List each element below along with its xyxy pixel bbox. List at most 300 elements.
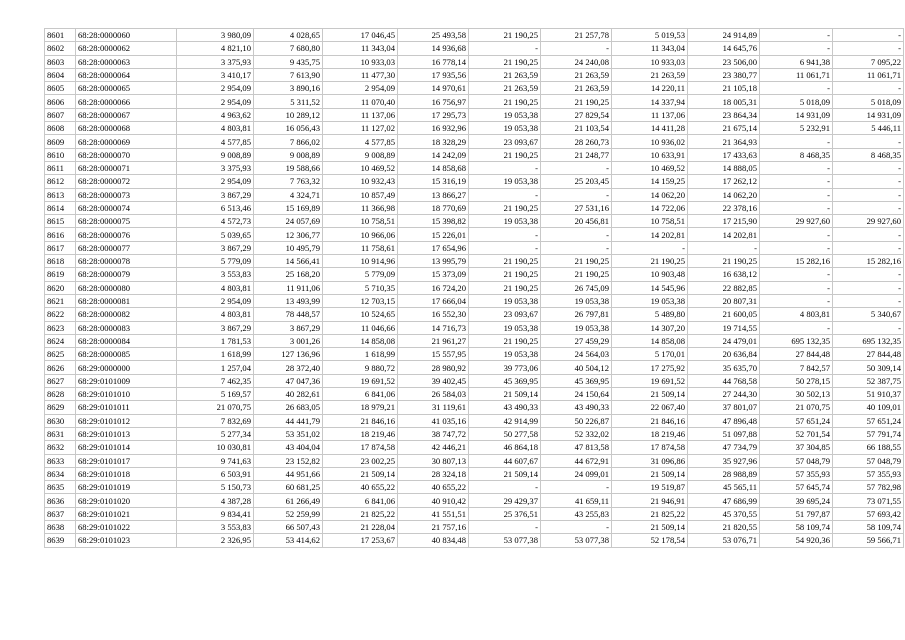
cell-value-4: 28 324,18 xyxy=(398,467,469,480)
table-row xyxy=(45,454,904,467)
cell-value-5: 19 053,38 xyxy=(469,215,541,228)
cell-value-8: 21 600,05 xyxy=(688,308,760,321)
cell-value-8: 20 636,84 xyxy=(688,348,760,361)
cell-value-2: 14 566,41 xyxy=(254,255,323,268)
cell-row-number: 8636 xyxy=(45,494,76,507)
cell-value-5: - xyxy=(469,481,541,494)
cell-value-2: 3 001,26 xyxy=(254,334,323,347)
cell-value-4: 17 295,73 xyxy=(398,108,469,121)
cell-value-9: - xyxy=(760,294,833,307)
cell-row-number: 8621 xyxy=(45,294,76,307)
cell-value-7: 22 067,40 xyxy=(612,401,688,414)
cell-value-3: 23 002,25 xyxy=(323,454,398,467)
cell-value-7: 21 509,14 xyxy=(612,388,688,401)
table-row xyxy=(45,348,904,361)
cell-value-2: 60 681,25 xyxy=(254,481,323,494)
cell-value-10: - xyxy=(833,228,904,241)
cell-value-5: 21 190,25 xyxy=(469,281,541,294)
cell-value-8: 45 370,55 xyxy=(688,507,760,520)
cell-cadastral-code: 68:28:0000068 xyxy=(76,122,177,135)
table-row xyxy=(45,441,904,454)
cell-value-1: 6 503,91 xyxy=(177,467,254,480)
cell-value-9: 39 695,24 xyxy=(760,494,833,507)
cell-value-4: 16 932,96 xyxy=(398,122,469,135)
table-row xyxy=(45,135,904,148)
cell-value-9: 4 803,81 xyxy=(760,308,833,321)
cell-value-10: - xyxy=(833,321,904,334)
cell-value-4: 14 970,61 xyxy=(398,82,469,95)
cell-value-6: 53 077,38 xyxy=(541,534,612,547)
cell-value-10: 57 782,98 xyxy=(833,481,904,494)
cell-value-5: 19 053,38 xyxy=(469,348,541,361)
cell-value-9: 29 927,60 xyxy=(760,215,833,228)
cell-value-4: 40 834,48 xyxy=(398,534,469,547)
cell-value-9: 57 355,93 xyxy=(760,467,833,480)
cell-cadastral-code: 68:28:0000063 xyxy=(76,55,177,68)
cell-value-5: 19 053,38 xyxy=(469,108,541,121)
cell-value-8: 51 097,88 xyxy=(688,427,760,440)
cell-value-2: 5 311,52 xyxy=(254,95,323,108)
cell-row-number: 8631 xyxy=(45,427,76,440)
cell-value-10: - xyxy=(833,175,904,188)
cell-value-5: 53 077,38 xyxy=(469,534,541,547)
table-row xyxy=(45,281,904,294)
cell-value-2: 127 136,96 xyxy=(254,348,323,361)
cell-value-7: 5 019,53 xyxy=(612,29,688,42)
cell-row-number: 8610 xyxy=(45,148,76,161)
cell-value-4: 14 716,73 xyxy=(398,321,469,334)
cell-value-4: 14 936,68 xyxy=(398,42,469,55)
cell-value-7: 11 137,06 xyxy=(612,108,688,121)
cell-value-8: 47 734,79 xyxy=(688,441,760,454)
cell-value-4: 25 493,58 xyxy=(398,29,469,42)
cell-value-3: 11 137,06 xyxy=(323,108,398,121)
table-row xyxy=(45,308,904,321)
cell-value-1: 4 803,81 xyxy=(177,281,254,294)
cell-value-8: 17 433,63 xyxy=(688,148,760,161)
cell-row-number: 8613 xyxy=(45,188,76,201)
cell-value-1: 5 779,09 xyxy=(177,255,254,268)
cell-value-3: 18 979,21 xyxy=(323,401,398,414)
table-row xyxy=(45,108,904,121)
cell-value-2: 16 056,43 xyxy=(254,122,323,135)
cell-value-1: 5 039,65 xyxy=(177,228,254,241)
cell-value-6: 19 053,38 xyxy=(541,321,612,334)
cell-value-7: 19 053,38 xyxy=(612,294,688,307)
cell-value-4: 16 552,30 xyxy=(398,308,469,321)
cell-value-5: 19 053,38 xyxy=(469,294,541,307)
cell-value-9: - xyxy=(760,42,833,55)
cell-value-7: 21 509,14 xyxy=(612,520,688,533)
cell-value-2: 9 008,89 xyxy=(254,148,323,161)
cell-value-10: - xyxy=(833,135,904,148)
cell-value-3: 18 219,46 xyxy=(323,427,398,440)
cell-value-3: 10 469,52 xyxy=(323,161,398,174)
cell-value-3: 2 954,09 xyxy=(323,82,398,95)
cell-value-10: 57 791,74 xyxy=(833,427,904,440)
cell-value-3: 19 691,52 xyxy=(323,374,398,387)
cell-value-10: - xyxy=(833,268,904,281)
cell-value-4: 21 757,16 xyxy=(398,520,469,533)
cell-value-1: 4 577,85 xyxy=(177,135,254,148)
cell-value-10: 7 095,22 xyxy=(833,55,904,68)
cell-value-1: 4 963,62 xyxy=(177,108,254,121)
table-row xyxy=(45,334,904,347)
cell-value-1: 3 980,09 xyxy=(177,29,254,42)
cell-value-2: 7 613,90 xyxy=(254,68,323,81)
cell-row-number: 8632 xyxy=(45,441,76,454)
cell-value-3: 10 758,51 xyxy=(323,215,398,228)
cell-value-2: 44 951,66 xyxy=(254,467,323,480)
table-row xyxy=(45,481,904,494)
cell-value-4: 31 119,61 xyxy=(398,401,469,414)
cell-value-6: 21 263,59 xyxy=(541,68,612,81)
cell-cadastral-code: 68:28:0000080 xyxy=(76,281,177,294)
cell-row-number: 8626 xyxy=(45,361,76,374)
cell-value-10: 58 109,74 xyxy=(833,520,904,533)
cell-value-3: 10 914,96 xyxy=(323,255,398,268)
cell-value-2: 15 169,89 xyxy=(254,201,323,214)
cell-row-number: 8601 xyxy=(45,29,76,42)
table-row xyxy=(45,414,904,427)
cell-value-8: - xyxy=(688,241,760,254)
cell-value-7: 14 202,81 xyxy=(612,228,688,241)
cell-value-6: 24 564,03 xyxy=(541,348,612,361)
cell-value-4: 17 935,56 xyxy=(398,68,469,81)
cell-value-5: 25 376,51 xyxy=(469,507,541,520)
cell-value-8: 20 807,31 xyxy=(688,294,760,307)
cell-value-4: 28 980,92 xyxy=(398,361,469,374)
cell-value-4: 18 328,29 xyxy=(398,135,469,148)
cell-value-4: 41 035,16 xyxy=(398,414,469,427)
cell-value-5: 44 607,67 xyxy=(469,454,541,467)
cell-value-5: 43 490,33 xyxy=(469,401,541,414)
cell-value-3: 21 509,14 xyxy=(323,467,398,480)
cell-value-7: 14 545,96 xyxy=(612,281,688,294)
cell-value-10: 29 927,60 xyxy=(833,215,904,228)
cell-value-3: 14 858,08 xyxy=(323,334,398,347)
cell-value-1: 3 867,29 xyxy=(177,188,254,201)
cell-value-8: 14 645,76 xyxy=(688,42,760,55)
cell-value-7: 19 691,52 xyxy=(612,374,688,387)
cell-value-7: 14 062,20 xyxy=(612,188,688,201)
cell-value-1: 3 867,29 xyxy=(177,241,254,254)
cell-value-4: 15 316,19 xyxy=(398,175,469,188)
cell-value-8: 19 714,55 xyxy=(688,321,760,334)
cell-value-5: 21 263,59 xyxy=(469,82,541,95)
cell-cadastral-code: 68:28:0000078 xyxy=(76,255,177,268)
cell-value-5: - xyxy=(469,520,541,533)
cell-value-5: 23 093,67 xyxy=(469,308,541,321)
cell-value-2: 53 414,62 xyxy=(254,534,323,547)
cell-value-10: 59 566,71 xyxy=(833,534,904,547)
cell-value-1: 3 375,93 xyxy=(177,55,254,68)
cell-value-4: 16 778,14 xyxy=(398,55,469,68)
cell-value-10: 57 651,24 xyxy=(833,414,904,427)
cell-value-9: 57 651,24 xyxy=(760,414,833,427)
cell-value-9: 57 645,74 xyxy=(760,481,833,494)
cell-value-8: 47 686,99 xyxy=(688,494,760,507)
cell-value-6: 21 103,54 xyxy=(541,122,612,135)
cell-value-10: 57 693,42 xyxy=(833,507,904,520)
cell-value-2: 11 911,06 xyxy=(254,281,323,294)
cell-cadastral-code: 68:29:0101020 xyxy=(76,494,177,507)
cell-value-7: 10 933,03 xyxy=(612,55,688,68)
cell-value-9: 52 701,54 xyxy=(760,427,833,440)
cell-value-9: - xyxy=(760,29,833,42)
cell-value-7: 10 903,48 xyxy=(612,268,688,281)
cell-cadastral-code: 68:28:0000082 xyxy=(76,308,177,321)
cell-value-10: - xyxy=(833,281,904,294)
cell-value-2: 10 289,12 xyxy=(254,108,323,121)
cell-row-number: 8625 xyxy=(45,348,76,361)
cell-value-9: - xyxy=(760,161,833,174)
cell-value-1: 4 803,81 xyxy=(177,308,254,321)
cell-value-10: 11 061,71 xyxy=(833,68,904,81)
cell-value-10: - xyxy=(833,82,904,95)
cell-value-3: 12 703,15 xyxy=(323,294,398,307)
cell-value-10: 73 071,55 xyxy=(833,494,904,507)
cell-value-5: 21 190,25 xyxy=(469,148,541,161)
cell-row-number: 8605 xyxy=(45,82,76,95)
cell-value-5: 46 864,18 xyxy=(469,441,541,454)
cell-value-8: 17 262,12 xyxy=(688,175,760,188)
cell-value-10: 52 387,75 xyxy=(833,374,904,387)
cell-value-10: - xyxy=(833,294,904,307)
cell-value-6: 25 203,45 xyxy=(541,175,612,188)
cell-value-9: 6 941,38 xyxy=(760,55,833,68)
cell-value-4: 39 402,45 xyxy=(398,374,469,387)
cell-value-4: 38 747,72 xyxy=(398,427,469,440)
cell-value-6: 43 490,33 xyxy=(541,401,612,414)
cell-value-1: 9 008,89 xyxy=(177,148,254,161)
cell-value-10: 27 844,48 xyxy=(833,348,904,361)
cell-value-10: - xyxy=(833,29,904,42)
cell-value-7: 14 411,28 xyxy=(612,122,688,135)
cell-row-number: 8630 xyxy=(45,414,76,427)
cell-value-9: 5 232,91 xyxy=(760,122,833,135)
cell-row-number: 8620 xyxy=(45,281,76,294)
cell-value-4: 17 654,96 xyxy=(398,241,469,254)
table-row xyxy=(45,321,904,334)
cell-cadastral-code: 68:28:0000072 xyxy=(76,175,177,188)
cell-value-10: 8 468,35 xyxy=(833,148,904,161)
cell-row-number: 8638 xyxy=(45,520,76,533)
cell-value-5: 19 053,38 xyxy=(469,175,541,188)
cell-value-2: 10 495,79 xyxy=(254,241,323,254)
cell-row-number: 8634 xyxy=(45,467,76,480)
cell-value-8: 21 675,14 xyxy=(688,122,760,135)
cell-value-4: 13 866,27 xyxy=(398,188,469,201)
cell-value-4: 15 398,82 xyxy=(398,215,469,228)
cell-value-4: 40 655,22 xyxy=(398,481,469,494)
cell-row-number: 8635 xyxy=(45,481,76,494)
cell-value-1: 21 070,75 xyxy=(177,401,254,414)
cell-value-6: - xyxy=(541,520,612,533)
cell-row-number: 8609 xyxy=(45,135,76,148)
cell-value-10: - xyxy=(833,188,904,201)
cell-value-3: 21 846,16 xyxy=(323,414,398,427)
cell-value-6: 27 459,29 xyxy=(541,334,612,347)
cell-value-8: 24 479,01 xyxy=(688,334,760,347)
cell-value-8: 47 896,48 xyxy=(688,414,760,427)
cell-value-6: - xyxy=(541,241,612,254)
cell-value-5: 45 369,95 xyxy=(469,374,541,387)
cell-value-10: 57 048,79 xyxy=(833,454,904,467)
cell-value-10: 5 018,09 xyxy=(833,95,904,108)
cell-value-9: 54 920,36 xyxy=(760,534,833,547)
cell-value-1: 3 553,83 xyxy=(177,520,254,533)
cell-value-5: 42 914,99 xyxy=(469,414,541,427)
cell-value-10: - xyxy=(833,161,904,174)
cell-cadastral-code: 68:29:0101017 xyxy=(76,454,177,467)
cell-value-1: 2 954,09 xyxy=(177,175,254,188)
cell-value-6: - xyxy=(541,481,612,494)
cell-value-4: 42 446,21 xyxy=(398,441,469,454)
cell-row-number: 8622 xyxy=(45,308,76,321)
cell-value-2: 7 866,02 xyxy=(254,135,323,148)
cell-value-6: 21 190,25 xyxy=(541,95,612,108)
cell-value-5: 23 093,67 xyxy=(469,135,541,148)
table-row xyxy=(45,294,904,307)
cell-value-8: 18 005,31 xyxy=(688,95,760,108)
cell-value-3: 21 228,04 xyxy=(323,520,398,533)
cell-value-2: 25 168,20 xyxy=(254,268,323,281)
cell-value-6: 26 745,09 xyxy=(541,281,612,294)
cell-value-8: 24 914,89 xyxy=(688,29,760,42)
cell-cadastral-code: 68:28:0000085 xyxy=(76,348,177,361)
cell-value-7: 21 846,16 xyxy=(612,414,688,427)
cell-value-10: - xyxy=(833,42,904,55)
cell-value-8: 23 864,34 xyxy=(688,108,760,121)
cell-value-3: 10 524,65 xyxy=(323,308,398,321)
cell-value-1: 4 387,28 xyxy=(177,494,254,507)
cell-value-8: 44 768,58 xyxy=(688,374,760,387)
table-row xyxy=(45,534,904,547)
table-row xyxy=(45,241,904,254)
cell-value-1: 4 803,81 xyxy=(177,122,254,135)
cell-value-4: 18 770,69 xyxy=(398,201,469,214)
cell-value-3: 21 825,22 xyxy=(323,507,398,520)
cell-value-7: 10 469,52 xyxy=(612,161,688,174)
table-row xyxy=(45,388,904,401)
cell-value-4: 15 557,95 xyxy=(398,348,469,361)
cell-cadastral-code: 68:28:0000065 xyxy=(76,82,177,95)
cell-value-1: 2 954,09 xyxy=(177,82,254,95)
cell-row-number: 8637 xyxy=(45,507,76,520)
table-row xyxy=(45,68,904,81)
cell-value-2: 43 404,04 xyxy=(254,441,323,454)
cell-value-5: 21 190,25 xyxy=(469,201,541,214)
cell-value-3: 9 008,89 xyxy=(323,148,398,161)
cell-value-3: 10 932,43 xyxy=(323,175,398,188)
cell-value-10: 14 931,09 xyxy=(833,108,904,121)
cell-value-2: 66 507,43 xyxy=(254,520,323,533)
cell-value-7: 21 190,25 xyxy=(612,255,688,268)
cell-value-4: 41 551,51 xyxy=(398,507,469,520)
cell-cadastral-code: 68:28:0000074 xyxy=(76,201,177,214)
cell-cadastral-code: 68:28:0000084 xyxy=(76,334,177,347)
cell-value-6: 19 053,38 xyxy=(541,294,612,307)
cell-value-1: 2 326,95 xyxy=(177,534,254,547)
cell-value-2: 4 324,71 xyxy=(254,188,323,201)
cell-value-8: 23 506,00 xyxy=(688,55,760,68)
cell-value-6: 21 263,59 xyxy=(541,82,612,95)
cell-value-6: 24 099,01 xyxy=(541,467,612,480)
cell-value-6: - xyxy=(541,42,612,55)
cell-value-8: 27 244,30 xyxy=(688,388,760,401)
cell-value-10: 50 309,14 xyxy=(833,361,904,374)
cell-value-3: 4 577,85 xyxy=(323,135,398,148)
cell-value-2: 7 763,32 xyxy=(254,175,323,188)
cell-value-9: 8 468,35 xyxy=(760,148,833,161)
cell-value-7: - xyxy=(612,241,688,254)
table-row xyxy=(45,82,904,95)
cell-cadastral-code: 68:29:0101019 xyxy=(76,481,177,494)
table-row xyxy=(45,255,904,268)
cell-value-9: - xyxy=(760,82,833,95)
cell-value-7: 10 936,02 xyxy=(612,135,688,148)
cell-value-8: 45 565,11 xyxy=(688,481,760,494)
cell-row-number: 8627 xyxy=(45,374,76,387)
cell-value-9: 50 278,15 xyxy=(760,374,833,387)
cell-value-9: - xyxy=(760,175,833,188)
cell-row-number: 8629 xyxy=(45,401,76,414)
table-row xyxy=(45,494,904,507)
cell-value-3: 10 966,06 xyxy=(323,228,398,241)
cell-value-7: 21 946,91 xyxy=(612,494,688,507)
cell-value-2: 40 282,61 xyxy=(254,388,323,401)
cell-cadastral-code: 68:29:0101009 xyxy=(76,374,177,387)
cell-value-2: 53 351,02 xyxy=(254,427,323,440)
cell-cadastral-code: 68:28:0000075 xyxy=(76,215,177,228)
cell-value-7: 10 758,51 xyxy=(612,215,688,228)
cell-value-8: 14 202,81 xyxy=(688,228,760,241)
cell-value-7: 14 220,11 xyxy=(612,82,688,95)
cell-row-number: 8614 xyxy=(45,201,76,214)
cell-row-number: 8624 xyxy=(45,334,76,347)
cell-row-number: 8619 xyxy=(45,268,76,281)
cell-value-1: 3 410,17 xyxy=(177,68,254,81)
cell-value-10: - xyxy=(833,201,904,214)
cell-cadastral-code: 68:28:0000077 xyxy=(76,241,177,254)
cell-value-7: 5 170,01 xyxy=(612,348,688,361)
cell-row-number: 8603 xyxy=(45,55,76,68)
cell-value-8: 14 888,05 xyxy=(688,161,760,174)
cell-value-6: - xyxy=(541,228,612,241)
cell-value-4: 15 373,09 xyxy=(398,268,469,281)
cell-value-3: 40 655,22 xyxy=(323,481,398,494)
cell-value-5: - xyxy=(469,241,541,254)
cell-cadastral-code: 68:28:0000071 xyxy=(76,161,177,174)
cell-value-1: 7 462,35 xyxy=(177,374,254,387)
table-row xyxy=(45,268,904,281)
cell-value-7: 5 489,80 xyxy=(612,308,688,321)
cell-value-1: 1 257,04 xyxy=(177,361,254,374)
cell-value-8: 28 988,89 xyxy=(688,467,760,480)
cell-value-2: 9 435,75 xyxy=(254,55,323,68)
cell-value-9: 14 931,09 xyxy=(760,108,833,121)
table-row xyxy=(45,401,904,414)
table-row xyxy=(45,215,904,228)
cell-value-1: 5 169,57 xyxy=(177,388,254,401)
table-row xyxy=(45,29,904,42)
cell-value-9: 11 061,71 xyxy=(760,68,833,81)
cell-value-4: 16 756,97 xyxy=(398,95,469,108)
cell-value-3: 10 933,03 xyxy=(323,55,398,68)
cell-value-3: 9 880,72 xyxy=(323,361,398,374)
cell-value-2: 12 306,77 xyxy=(254,228,323,241)
